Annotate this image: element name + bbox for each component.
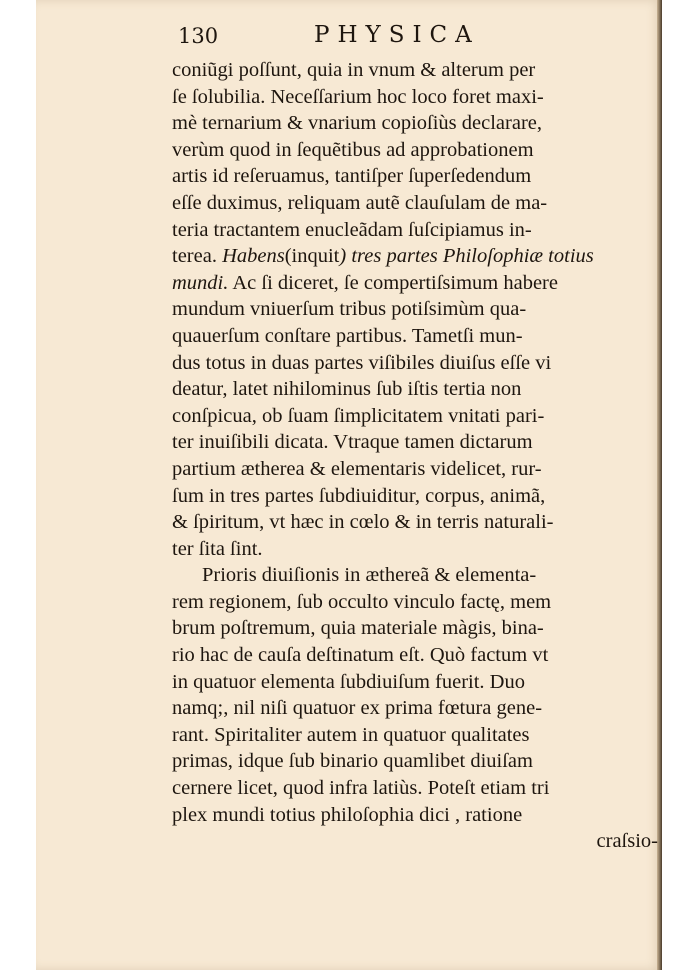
text-line (172, 429, 662, 456)
text-line (172, 748, 662, 775)
text-line (172, 110, 662, 137)
italic-text-segment: mundi. (172, 271, 229, 294)
text-segment: in quatuor elementa ſubdiuiſum fuerit. Duo (172, 670, 525, 693)
text-segment: rant. Spiritaliter autem in quatuor qualitates (172, 723, 530, 746)
text-segment: rio hac de cauſa deſtinatum eſt. Quò factum vt (172, 644, 549, 667)
text-segment: Ac ſi diceret, ſe compertiſsimum habere (228, 271, 558, 294)
text-line (172, 376, 662, 403)
text-line (172, 456, 662, 483)
text-line (172, 190, 662, 217)
text-segment: ter inuiſibili dicata. Vtraque tamen dictarum (172, 431, 533, 454)
body-text (172, 57, 662, 855)
running-head: PHYSICA (314, 22, 480, 48)
text-segment: ſum in tres partes ſubdiuiditur, corpus, animã, (172, 484, 546, 507)
text-line (172, 163, 662, 190)
text-line (172, 642, 662, 669)
text-line (172, 775, 662, 802)
text-segment: mè ternarium & vnarium copioſiùs declarare, (172, 112, 543, 135)
text-line (172, 270, 662, 297)
text-segment: mundum vniuerſum tribus potiſsimùm qua- (172, 298, 527, 321)
text-line (172, 84, 662, 111)
text-line (172, 802, 662, 829)
italic-text-segment: Habens (222, 245, 285, 268)
text-line (172, 323, 662, 350)
text-line (172, 562, 662, 589)
text-segment: eſſe duximus, reliquam autẽ clauſulam de ma- (172, 191, 548, 214)
text-line (172, 483, 662, 510)
text-segment: Prioris diuiſionis in æthereã & elementa- (202, 564, 537, 587)
text-segment: deatur, latet nihilominus ſub iſtis tertia non (172, 378, 522, 401)
text-segment: artis id reſeruamus, tantiſper ſuperſedendum (172, 165, 532, 188)
text-segment: rem regionem, ſub occulto vinculo factę, mem (172, 590, 552, 613)
text-line (172, 615, 662, 642)
text-line (172, 243, 662, 270)
text-segment: partium ætherea & elementaris videlicet, rur- (172, 457, 542, 480)
text-segment: ſe ſolubilia. Neceſſarium hoc loco foret maxi- (172, 85, 544, 108)
italic-text-segment: ) tres partes Philoſophiæ totius (339, 245, 594, 268)
text-segment: verùm quod in ſequẽtibus ad approbationem (172, 138, 534, 161)
page-header (36, 22, 662, 52)
text-segment: cernere licet, quod infra latiùs. Poteſt etiam tri (172, 777, 550, 800)
text-segment: dus totus in duas partes viſibiles diuiſus eſſe vi (172, 351, 552, 374)
text-line (172, 296, 662, 323)
catchword: craſsio- (596, 830, 658, 853)
text-segment: coniũgi poſſunt, quia in vnum & alterum per (172, 59, 536, 81)
text-segment: namq;, nil niſi quatuor ex prima fœtura gene- (172, 697, 543, 720)
text-line (172, 695, 662, 722)
text-segment: primas, idque ſub binario quamlibet diuiſam (172, 750, 533, 773)
text-segment: & ſpiritum, vt hæc in cœlo & in terris naturali- (172, 511, 554, 534)
text-line (172, 669, 662, 696)
text-segment: brum poſtremum, quia materiale màgis, bina- (172, 617, 544, 640)
text-segment: terea. (172, 245, 223, 268)
text-segment: conſpicua, ob ſuam ſimplicitatem vnitati pari- (172, 404, 545, 427)
text-segment: plex mundi totius philoſophia dici , ratione (172, 803, 523, 826)
text-line (172, 57, 662, 84)
book-page (36, 0, 662, 970)
page-number: 130 (178, 24, 219, 48)
text-segment: ter ſita ſint. (172, 537, 263, 560)
text-line (172, 403, 662, 430)
text-line (172, 722, 662, 749)
text-segment: (inquit (284, 245, 340, 268)
text-line (172, 509, 662, 536)
text-line (172, 217, 662, 244)
text-line (172, 137, 662, 164)
text-segment: teria tractantem enucleãdam ſuſcipiamus in- (172, 218, 532, 241)
text-line (172, 536, 662, 563)
text-segment: quauerſum conſtare partibus. Tametſi mun- (172, 324, 523, 347)
text-line (172, 589, 662, 616)
text-line (172, 350, 662, 377)
